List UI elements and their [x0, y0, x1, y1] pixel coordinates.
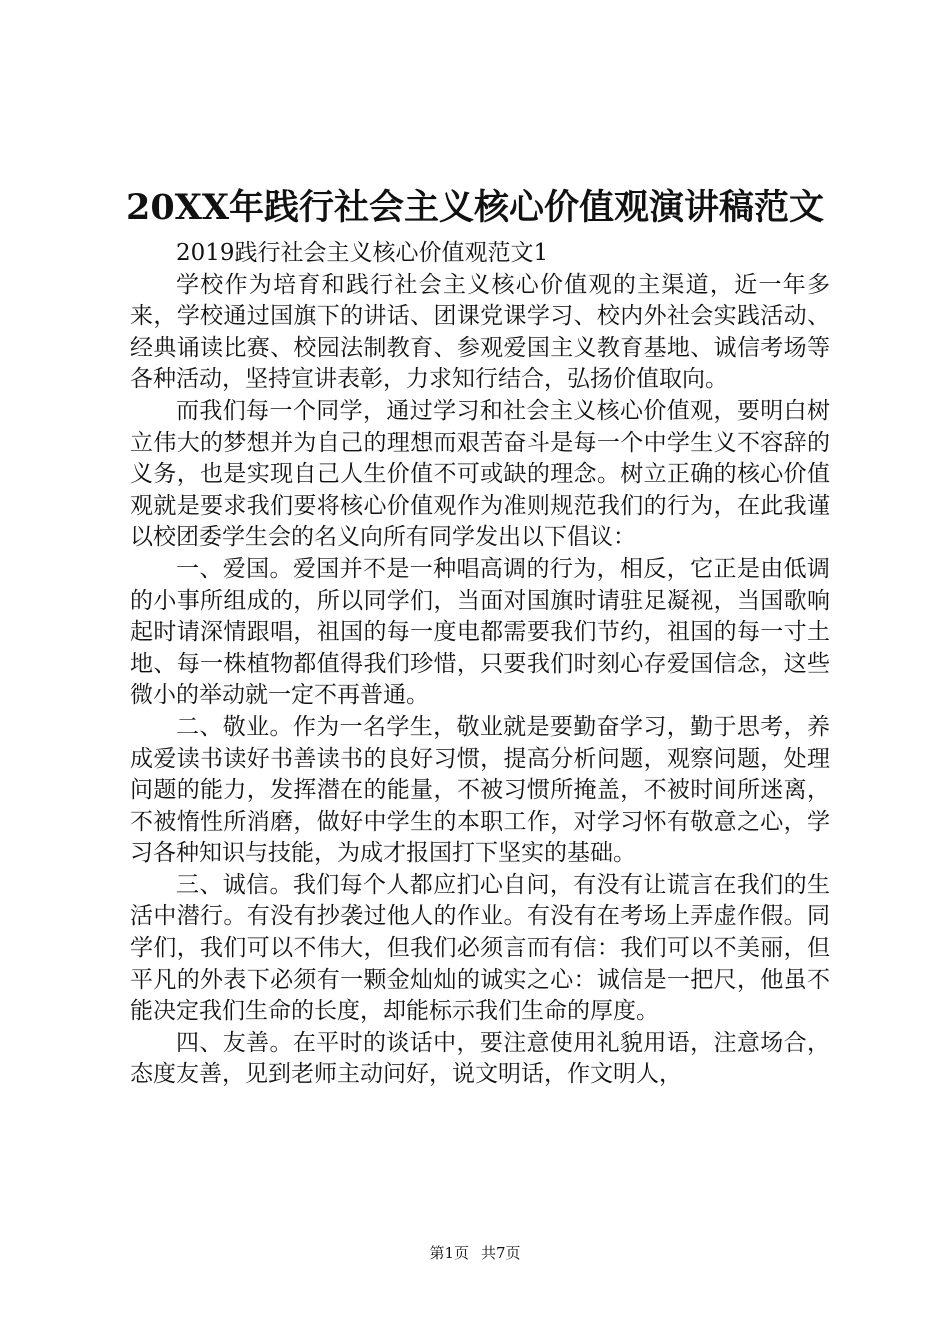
page-footer: [0, 1243, 950, 1263]
paragraph: 而我们每一个同学，通过学习和社会主义核心价值观，要明白树立伟大的梦想并为自己的理想而艰苦奋斗是每一个中学生义不容辞的义务，也是实现自己人生价值不可或缺的理念。树立正确的核心价值观就是要求我们要将核心价值观作为准则规范我们的行为，在此我谨以校团委学生会的名义向所有同学发出以下倡议：: [130, 397, 830, 551]
paragraph: 三、诚信。我们每个人都应扪心自问，有没有让谎言在我们的生活中潜行。有没有抄袭过他人的作业。有没有在考场上弄虚作假。同学们，我们可以不伟大，但我们必须言而有信：我们可以不美丽，但平凡的外表下必须有一颗金灿灿的诚实之心：诚信是一把尺，他虽不能决定我们生命的长度，却能标示我们生命的厚度。: [130, 871, 830, 1025]
paragraph: 一、爱国。爱国并不是一种唱高调的行为，相反，它正是由低调的小事所组成的，所以同学们，当面对国旗时请驻足凝视，当国歌响起时请深情跟唱，祖国的每一度电都需要我们节约，祖国的每一寸土地、每一株植物都值得我们珍惜，只要我们时刻心存爱国信念，这些微小的举动就一定不再普通。: [130, 555, 830, 709]
paragraph: 学校作为培育和践行社会主义核心价值观的主渠道，近一年多来，学校通过国旗下的讲话、团课党课学习、校内外社会实践活动、经典诵读比赛、校园法制教育、参观爱国主义教育基地、诚信考场等各种活动，坚持宣讲表彰，力求知行结合，弘扬价值取向。: [130, 271, 830, 393]
page-number: 第1页: [429, 1244, 469, 1262]
paragraph: 四、友善。在平时的谈话中，要注意使用礼貌用语，注意场合，态度友善，见到老师主动问好，说文明话，作文明人，: [130, 1029, 830, 1088]
page-total: 共7页: [481, 1244, 521, 1262]
paragraph: 二、敬业。作为一名学生，敬业就是要勤奋学习，勤于思考，养成爱读书读好书善读书的良好习惯，提高分析问题，观察问题，处理问题的能力，发挥潜在的能量，不被习惯所掩盖，不被时间所迷离，不被惰性所消磨，做好中学生的本职工作，对学习怀有敬意之心，学习各种知识与技能，为成才报国打下坚实的基础。: [130, 713, 830, 867]
document-body: [130, 238, 830, 1091]
document-subtitle: 2019践行社会主义核心价值观范文1: [176, 240, 549, 266]
document-title: 20XX年践行社会主义核心价值观演讲稿范文: [125, 187, 825, 228]
